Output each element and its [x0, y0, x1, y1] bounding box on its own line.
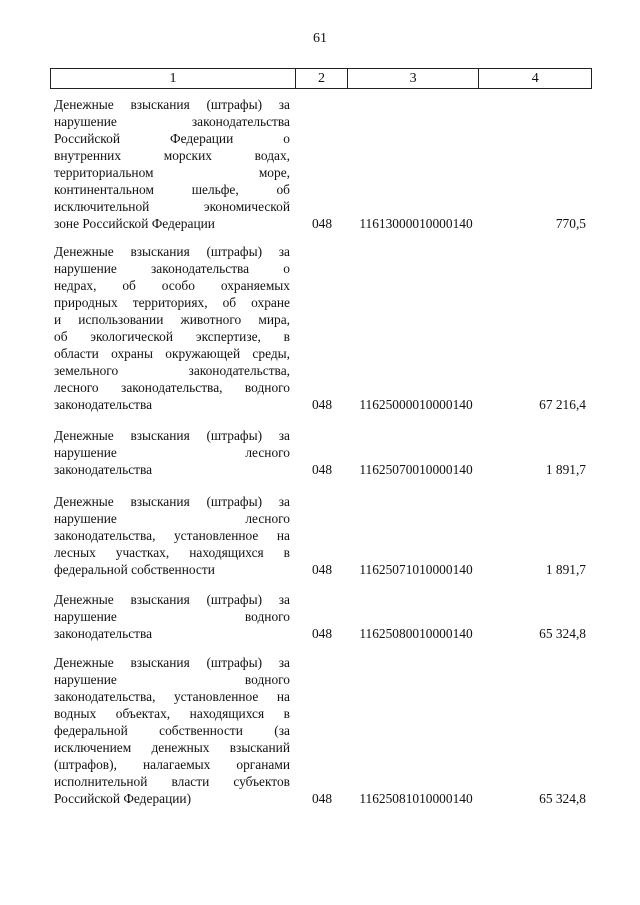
description-line: зоне Российской Федерации: [54, 216, 215, 231]
description-line: Денежные взыскания (штрафы) за: [54, 244, 290, 259]
description-line: лесных участках, находящихся в: [54, 545, 290, 560]
description-line: нарушение законодательства: [54, 114, 290, 129]
description-line: федеральной собственности: [54, 562, 215, 577]
description-line: законодательства: [54, 462, 153, 477]
amount-value: 770,5: [555, 216, 586, 231]
admin-code: 048: [311, 562, 333, 577]
table-row: [50, 96, 592, 232]
table-row: [50, 427, 592, 478]
budget-code: 11625071010000140: [359, 562, 473, 577]
admin-code: 048: [311, 397, 333, 412]
row-description: [54, 591, 290, 642]
description-line: законодательства, установленное на: [54, 689, 290, 704]
description-line: нарушение водного: [54, 672, 290, 687]
description-line: исключением денежных взысканий: [54, 740, 290, 755]
row-description: [54, 654, 290, 807]
description-line: земельного законодательства,: [54, 363, 290, 378]
amount-value: 1 891,7: [545, 562, 586, 577]
amount-value: 65 324,8: [539, 626, 586, 641]
amount-value: 67 216,4: [539, 397, 586, 412]
admin-code: 048: [311, 216, 333, 231]
description-line: континентальном шельфе, об: [54, 182, 290, 197]
budget-code: 11625080010000140: [359, 626, 473, 641]
description-line: (штрафов), налагаемых органами: [54, 757, 290, 772]
header-col-3: 3: [348, 69, 480, 88]
description-line: Денежные взыскания (штрафы) за: [54, 97, 290, 112]
header-col-1: 1: [51, 69, 296, 88]
amount-value: 65 324,8: [539, 791, 586, 806]
page-number: 61: [313, 31, 327, 46]
description-line: и использовании животного мира,: [54, 312, 290, 327]
table-row: [50, 243, 592, 413]
description-line: Российской Федерации о: [54, 131, 290, 146]
admin-code: 048: [311, 626, 333, 641]
description-line: нарушение законодательства о: [54, 261, 290, 276]
description-line: водных объектах, находящихся в: [54, 706, 290, 721]
description-line: Денежные взыскания (штрафы) за: [54, 592, 290, 607]
description-line: нарушение лесного: [54, 511, 290, 526]
description-line: лесного законодательства, водного: [54, 380, 290, 395]
description-line: нарушение водного: [54, 609, 290, 624]
description-line: об экологической экспертизе, в: [54, 329, 290, 344]
description-line: законодательства, установленное на: [54, 528, 290, 543]
table-row: [50, 654, 592, 807]
description-line: территориальном море,: [54, 165, 290, 180]
description-line: исполнительной власти субъектов: [54, 774, 290, 789]
description-line: Денежные взыскания (штрафы) за: [54, 428, 290, 443]
description-line: природных территориях, об охране: [54, 295, 290, 310]
table-row: [50, 591, 592, 642]
description-line: области охраны окружающей среды,: [54, 346, 290, 361]
budget-code: 11625081010000140: [359, 791, 473, 806]
description-line: федеральной собственности (за: [54, 723, 290, 738]
budget-code: 11625000010000140: [359, 397, 473, 412]
table-row: [50, 493, 592, 578]
row-description: [54, 427, 290, 478]
budget-code: 11625070010000140: [359, 462, 473, 477]
admin-code: 048: [311, 791, 333, 806]
description-line: Денежные взыскания (штрафы) за: [54, 494, 290, 509]
description-line: законодательства: [54, 397, 153, 412]
row-description: [54, 493, 290, 578]
description-line: нарушение лесного: [54, 445, 290, 460]
description-line: внутренних морских водах,: [54, 148, 290, 163]
amount-value: 1 891,7: [545, 462, 586, 477]
row-description: [54, 96, 290, 232]
budget-code: 11613000010000140: [359, 216, 473, 231]
description-line: исключительной экономической: [54, 199, 290, 214]
table-header: [50, 68, 592, 89]
admin-code: 048: [311, 462, 333, 477]
description-line: недрах, об особо охраняемых: [54, 278, 290, 293]
description-line: законодательства: [54, 626, 153, 641]
row-description: [54, 243, 290, 413]
header-col-2: 2: [296, 69, 348, 88]
description-line: Российской Федерации): [54, 791, 192, 806]
header-col-4: 4: [531, 71, 539, 86]
description-line: Денежные взыскания (штрафы) за: [54, 655, 290, 670]
